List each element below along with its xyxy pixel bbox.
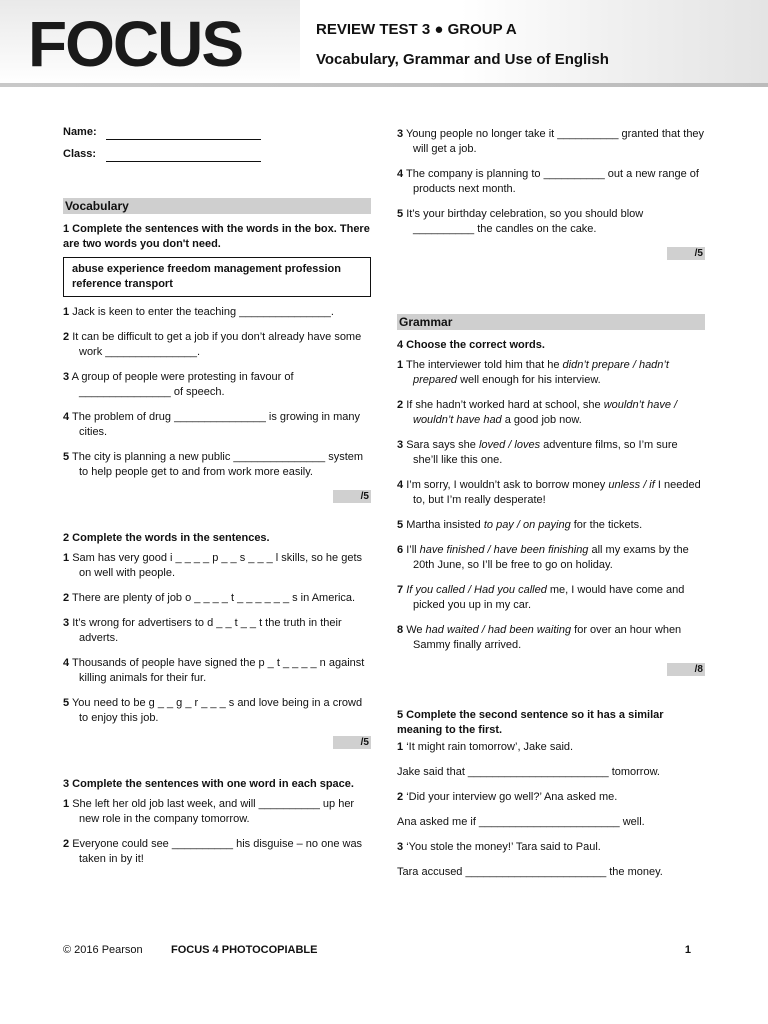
focus-logo: FOCUS: [28, 8, 242, 80]
answer-line: Ana asked me if _______________________ well.: [397, 816, 645, 828]
list-item: 1 Sam has very good i _ _ _ _ p _ _ s _ _ _ l skills, so he gets on well with people.: [63, 552, 363, 579]
choice-options: wouldn’t have / wouldn’t have had: [413, 399, 678, 426]
class-label: Class:: [63, 148, 97, 160]
vocabulary-heading: Vocabulary: [63, 198, 371, 214]
list-item: 2 ‘Did your interview go well?’ Ana asked me.: [397, 791, 618, 803]
ex5-list: [397, 740, 705, 880]
name-row: [63, 124, 371, 140]
class-line[interactable]: [106, 150, 261, 162]
book-label: FOCUS 4 PHOTOCOPIABLE: [171, 944, 318, 956]
list-item: 1 She left her old job last week, and will __________ up her new role in the company tomorrow.: [63, 798, 355, 825]
list-item: 5 It’s your birthday celebration, so you should blow __________ the candles on the cake.: [397, 208, 644, 235]
list-item: 3 A group of people were protesting in favour of _______________ of speech.: [63, 371, 294, 398]
ex5-instruction: 5 Complete the second sentence so it has a similar meaning to the first.: [397, 709, 664, 736]
score-box: /5: [333, 736, 371, 749]
grammar-heading: Grammar: [397, 314, 705, 330]
list-item: 3 It’s wrong for advertisers to d _ _ t _ _ t the truth in their adverts.: [63, 617, 342, 644]
list-item: 1 ‘It might rain tomorrow’, Jake said.: [397, 741, 574, 753]
list-item: 1 Jack is keen to enter the teaching _______________.: [63, 306, 334, 318]
test-title: REVIEW TEST 3 ● GROUP A: [316, 21, 517, 38]
list-item: 4 The company is planning to __________ out a new range of products next month.: [397, 168, 699, 195]
ex3-instruction: 3 Complete the sentences with one word in each space.: [63, 778, 354, 790]
list-item: 5 The city is planning a new public _______________ system to help people get to and from work more easily.: [63, 451, 364, 478]
choice-options: If you called / Had you called: [406, 584, 547, 596]
list-item: 3 Sara says she loved / loves adventure films, so I’m sure she’ll like this one.: [397, 439, 678, 466]
answer-line: Tara accused _______________________ the money.: [397, 866, 663, 878]
name-label: Name:: [63, 126, 97, 138]
right-column: [397, 127, 705, 890]
left-column: [63, 124, 371, 877]
word-box: abuse experience freedom management profession reference transport: [63, 257, 371, 297]
list-item: 5 Martha insisted to pay / on paying for the tickets.: [397, 519, 643, 531]
ex3-list-left: [63, 797, 371, 867]
list-item: 4 The problem of drug _______________ is growing in many cities.: [63, 411, 361, 438]
choice-options: didn’t prepare / hadn’t prepared: [413, 359, 669, 386]
ex3-list-right: [397, 127, 705, 237]
score-box: /5: [667, 247, 705, 260]
list-item: 1 The interviewer told him that he didn’t prepare / hadn’t prepared well enough for his interview.: [397, 359, 669, 386]
score-box: /8: [667, 663, 705, 676]
list-item: 4 Thousands of people have signed the p _ t _ _ _ _ n against killing animals for their fur.: [63, 657, 365, 684]
ex4-list: [397, 358, 705, 653]
list-item: 4 I’m sorry, I wouldn’t ask to borrow money unless / if I needed to, but I’m really desperate!: [397, 479, 701, 506]
choice-options: unless / if: [608, 479, 655, 491]
answer-line: Jake said that _______________________ tomorrow.: [397, 766, 660, 778]
copyright: © 2016 Pearson: [63, 944, 143, 956]
ex1-instruction: 1 Complete the sentences with the words in the box. There are two words you don't need.: [63, 223, 370, 250]
list-item: 2 There are plenty of job o _ _ _ _ t _ _ _ _ _ _ s in America.: [63, 592, 356, 604]
header-rule: [0, 83, 768, 87]
page-header: [0, 0, 768, 85]
test-subtitle: Vocabulary, Grammar and Use of English: [316, 51, 609, 68]
ex2-instruction: 2 Complete the words in the sentences.: [63, 532, 270, 544]
list-item: 7 If you called / Had you called me, I would have come and picked you up in my car.: [397, 584, 685, 611]
choice-options: loved / loves: [478, 439, 541, 451]
choice-options: have finished / have been finishing: [419, 544, 589, 556]
ex2-list: [63, 551, 371, 726]
choice-options: had waited / had been waiting: [425, 624, 572, 636]
choice-options: to pay / on paying: [483, 519, 571, 531]
ex1-list: [63, 305, 371, 480]
list-item: 3 ‘You stole the money!’ Tara said to Paul.: [397, 841, 601, 853]
score-box: /5: [333, 490, 371, 503]
list-item: 3 Young people no longer take it __________ granted that they will get a job.: [397, 128, 705, 155]
list-item: 5 You need to be g _ _ g _ r _ _ _ s and love being in a crowd to enjoy this job.: [63, 697, 363, 724]
list-item: 2 Everyone could see __________ his disguise – no one was taken in by it!: [63, 838, 363, 865]
ex4-instruction: 4 Choose the correct words.: [397, 339, 545, 351]
class-row: [63, 146, 371, 162]
list-item: 6 I’ll have finished / have been finishing all my exams by the 20th June, so I’ll be free to go on holiday.: [397, 544, 689, 571]
list-item: 2 It can be difficult to get a job if you don’t already have some work _______________.: [63, 331, 362, 358]
name-line[interactable]: [106, 128, 261, 140]
page-number: 1: [684, 944, 691, 956]
list-item: 2 If she hadn’t worked hard at school, she wouldn’t have / wouldn’t have had a good job now.: [397, 399, 678, 426]
list-item: 8 We had waited / had been waiting for over an hour when Sammy finally arrived.: [397, 624, 682, 651]
